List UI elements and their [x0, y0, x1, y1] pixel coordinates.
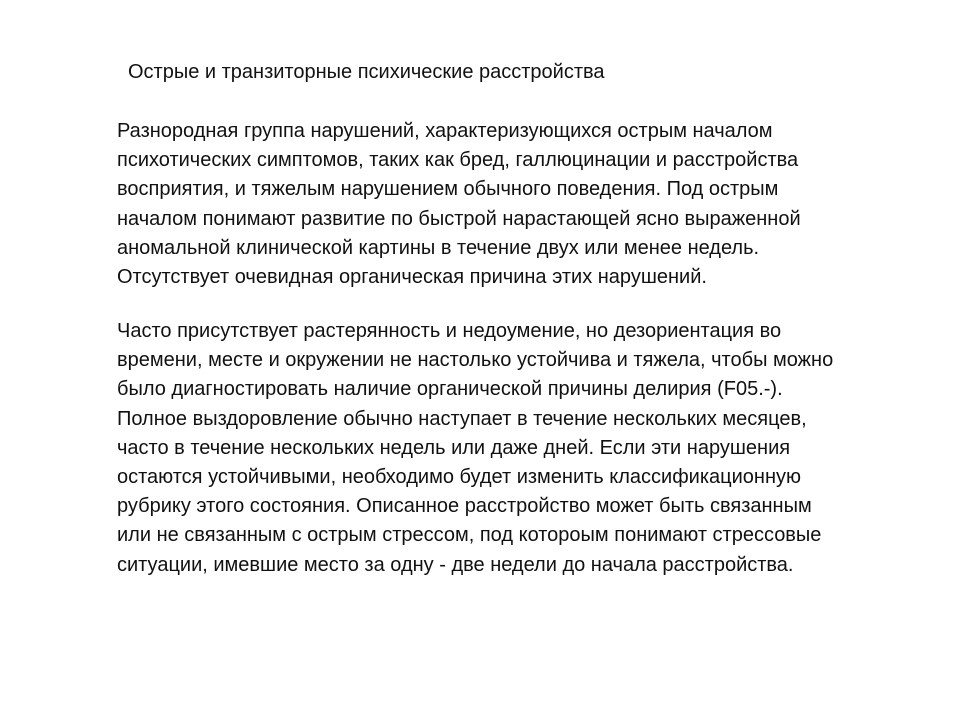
text-line: часто в течение нескольких недель или даже дней. Если эти нарушения [117, 436, 791, 459]
text-line: остаются устойчивыми, необходимо будет изменить классификационную [117, 466, 801, 489]
text-line: Разнородная группа нарушений, характеризующихся острым началом [117, 120, 773, 142]
paragraph-details [117, 317, 833, 580]
text-line: времени, месте и окружении не настолько устойчива и тяжела, чтобы можно [117, 349, 834, 372]
text-line: Полное выздоровление обычно наступает в течение нескольких месяцев, [117, 407, 807, 430]
slide-title: Острые и транзиторные психические расстройства [128, 61, 605, 83]
text-line: началом понимают развитие по быстрой нарастающей ясно выраженной [117, 207, 801, 230]
text-line: Часто присутствует растерянность и недоумение, но дезориентация во [117, 320, 782, 342]
text-line: аномальной клинической картины в течение двух или менее недель. [117, 236, 760, 259]
text-line: восприятия, и тяжелым нарушением обычного поведения. Под острым [117, 178, 779, 201]
text-line: было диагностировать наличие органической причины делирия (F05.-). [117, 378, 783, 401]
paragraph-definition [117, 117, 801, 292]
text-line: рубрику этого состояния. Описанное расстройство может быть связанным [117, 495, 812, 518]
text-line: ситуации, имевшие место за одну - две недели до начала расстройства. [117, 553, 794, 576]
text-line: Отсутствует очевидная органическая причина этих нарушений. [117, 266, 707, 289]
text-line: или не связанным с острым стрессом, под котороым понимают стрессовые [117, 524, 822, 547]
text-line: психотических симптомов, таких как бред, галлюцинации и расстройства [117, 149, 799, 172]
